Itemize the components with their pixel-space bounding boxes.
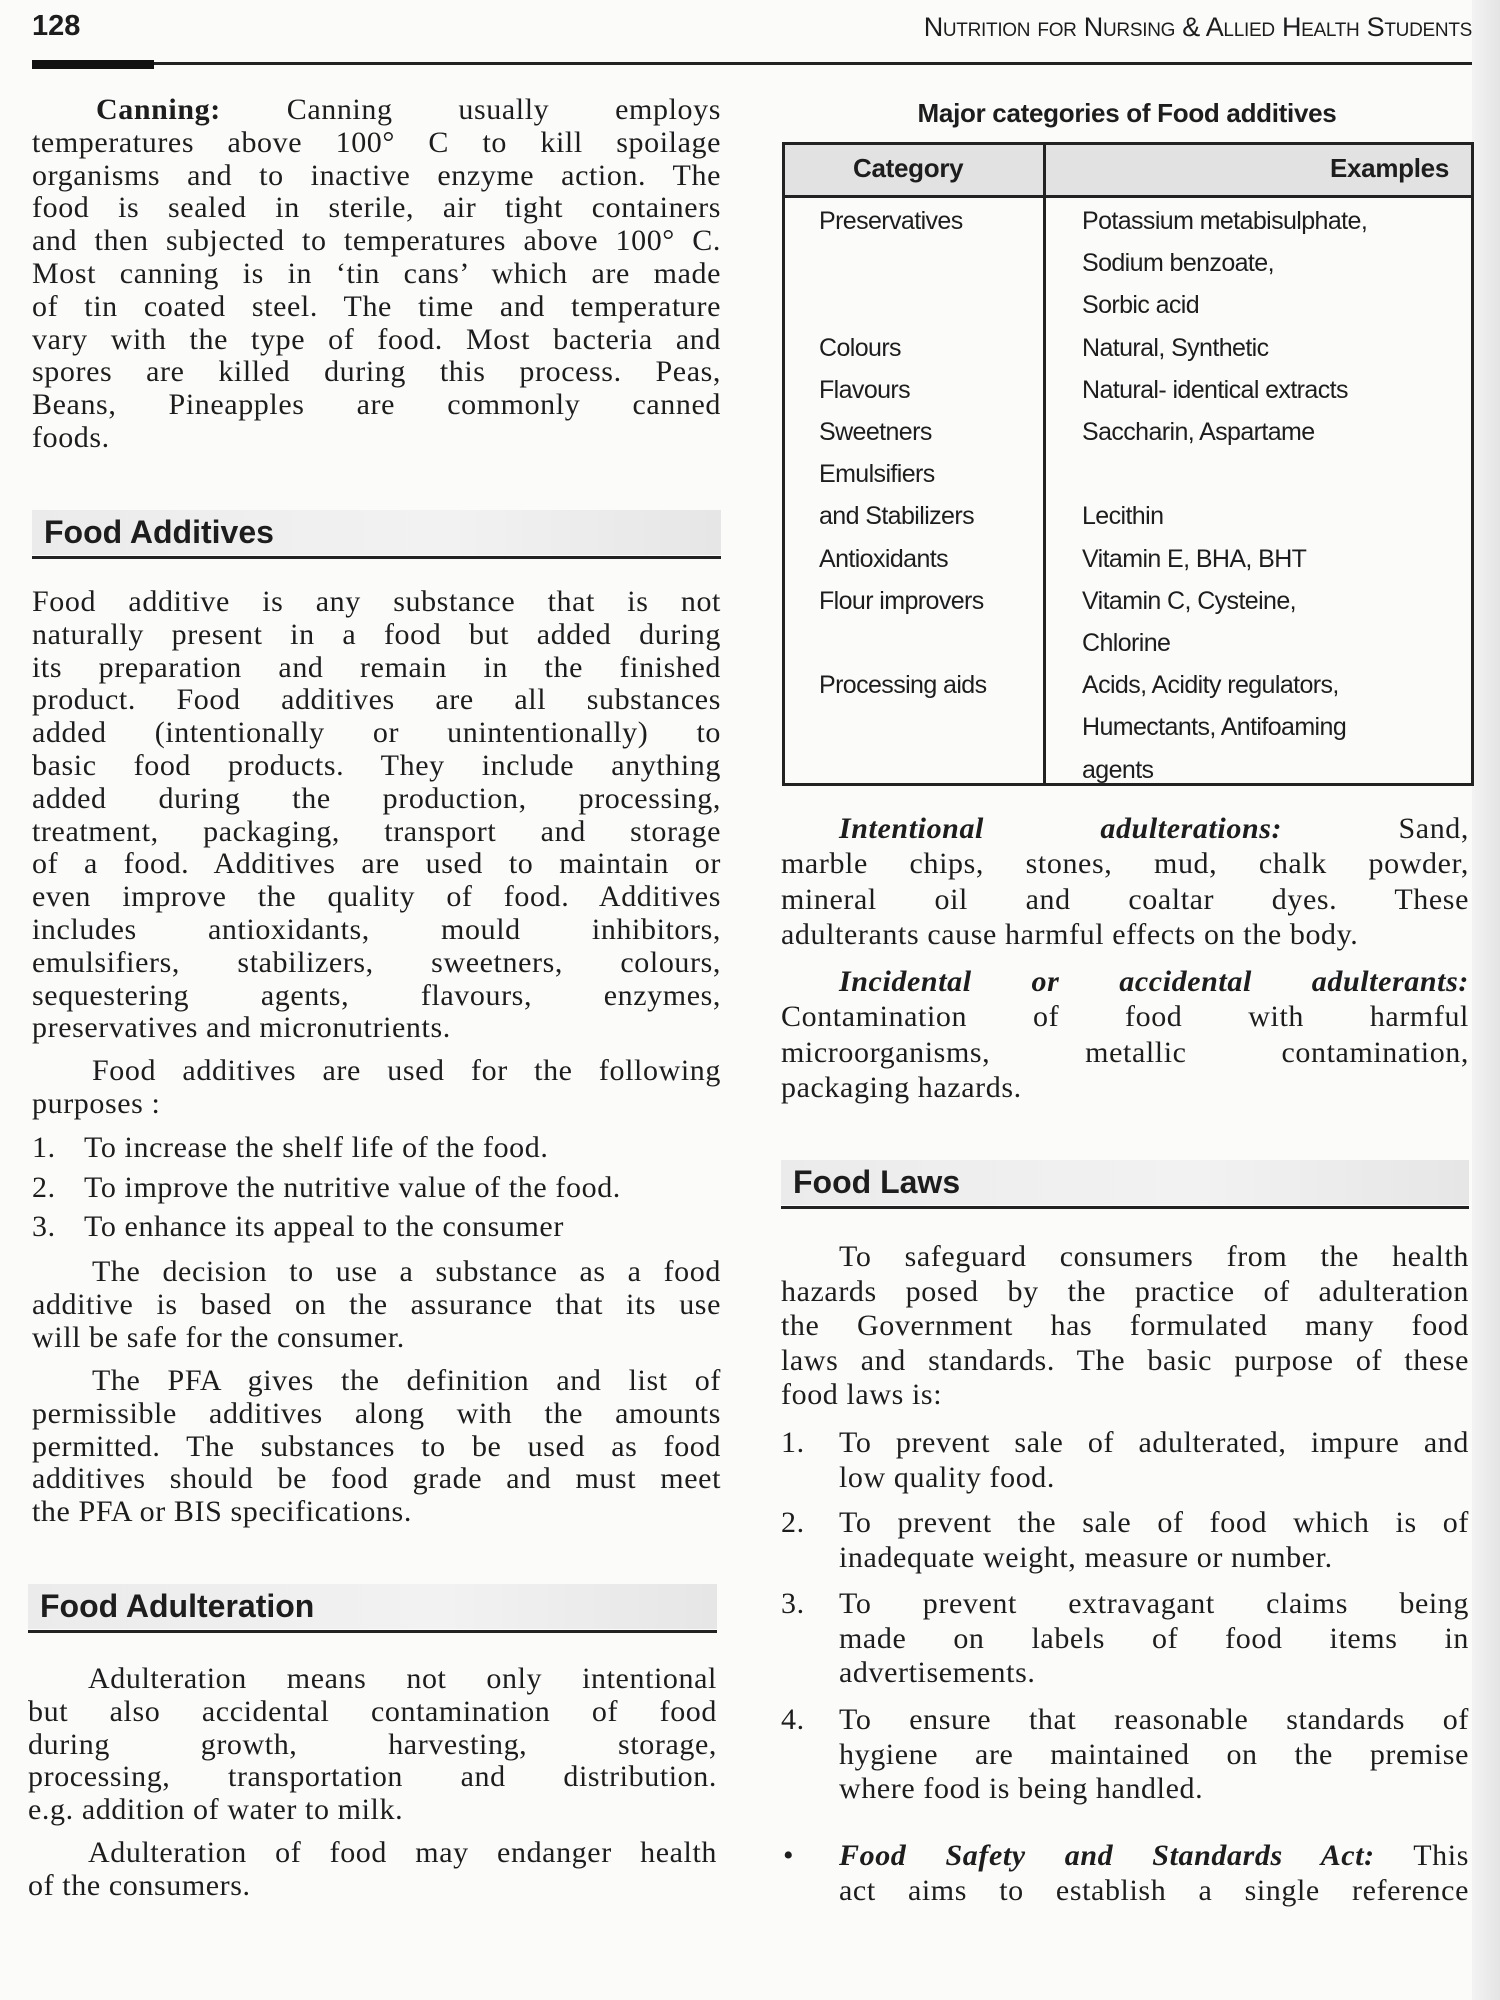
text-line bbox=[781, 1378, 1469, 1413]
text-line bbox=[32, 848, 721, 881]
text-line bbox=[839, 1738, 1469, 1773]
text-line-content: hygiene are maintained on the premise bbox=[839, 1737, 1469, 1771]
text-line-content: during growth, harvesting, storage, bbox=[28, 1727, 717, 1761]
text-line bbox=[839, 1461, 1469, 1496]
text-line bbox=[32, 1431, 721, 1464]
text-line-content: To prevent the sale of food which is of bbox=[839, 1506, 1469, 1539]
text-line bbox=[32, 291, 721, 324]
text-line bbox=[32, 192, 721, 225]
text-line bbox=[839, 1541, 1469, 1576]
list-number: 3. bbox=[32, 1210, 56, 1243]
text-line bbox=[32, 717, 721, 750]
table-cell-examples: Natural- identical extracts bbox=[1082, 375, 1348, 404]
table-cell-category: Sweetners bbox=[819, 418, 932, 446]
table-cell-category: Emulsifiers bbox=[819, 460, 935, 489]
text-line-content: additive is based on the assurance that its use bbox=[32, 1287, 721, 1321]
text-line-content: of the consumers. bbox=[28, 1868, 251, 1902]
text-line bbox=[28, 1794, 717, 1827]
text-line bbox=[32, 750, 721, 783]
text-line bbox=[781, 1275, 1469, 1310]
header-rule bbox=[32, 62, 1472, 65]
text-line-content: its preparation and remain in the finished bbox=[32, 650, 721, 684]
food-additives-paragraph bbox=[32, 586, 721, 1045]
adulteration-paragraph bbox=[28, 1663, 717, 1827]
text-line-content: spores are killed during this process. Peas, bbox=[32, 355, 721, 389]
text-line-content: food laws is: bbox=[781, 1378, 943, 1411]
food-law-text bbox=[839, 1587, 1469, 1691]
text-line bbox=[32, 1289, 721, 1322]
text-line-content: permissible additives along with the amounts bbox=[32, 1396, 721, 1430]
text-line-content: but also accidental contamination of food bbox=[28, 1694, 717, 1728]
table-cell-category: Flavours bbox=[819, 375, 911, 404]
text-line-content: To prevent extravagant claims being bbox=[839, 1587, 1469, 1620]
pfa-paragraph bbox=[32, 1365, 721, 1529]
text-line bbox=[32, 356, 721, 389]
text-line bbox=[32, 1463, 721, 1496]
text-line bbox=[781, 1035, 1469, 1070]
list-number: 4. bbox=[781, 1703, 805, 1736]
text-line-content: foods. bbox=[32, 420, 110, 454]
text-line bbox=[32, 225, 721, 258]
table-cell-examples: Potassium metabisulphate, bbox=[1082, 207, 1368, 235]
table-cell-examples: Natural, Synthetic bbox=[1082, 333, 1269, 362]
text-line-content: Beans, Pineapples are commonly canned bbox=[32, 388, 721, 422]
text-line bbox=[32, 258, 721, 291]
book-spine-shadow bbox=[1472, 0, 1500, 2000]
text-line-content: sequestering agents, flavours, enzymes, bbox=[32, 978, 721, 1012]
table-column-divider bbox=[1043, 145, 1046, 783]
text-line bbox=[32, 160, 721, 193]
text-line bbox=[32, 94, 721, 127]
table-header-category: Category bbox=[853, 153, 964, 183]
text-line-content: Adulteration of food may endanger health bbox=[88, 1836, 717, 1869]
table-cell-category: and Stabilizers bbox=[819, 502, 974, 531]
text-line-content: Sand, bbox=[1282, 812, 1469, 845]
text-line-content: basic food products. They include anything bbox=[32, 748, 721, 782]
text-line-content: Contamination of food with harmful bbox=[781, 1000, 1469, 1034]
text-line bbox=[32, 652, 721, 685]
text-line bbox=[32, 586, 721, 619]
list-number: 1. bbox=[32, 1131, 56, 1164]
text-line bbox=[32, 619, 721, 652]
text-line-content: Food additive is any substance that is not bbox=[32, 585, 721, 618]
food-law-text bbox=[839, 1703, 1469, 1807]
text-line bbox=[839, 1426, 1469, 1461]
text-line-content: low quality food. bbox=[839, 1460, 1056, 1494]
food-adulteration-heading: Food Adulteration bbox=[28, 1584, 717, 1629]
table-cell-category: Colours bbox=[819, 333, 901, 362]
text-line bbox=[28, 1870, 717, 1903]
table-cell-examples: Chlorine bbox=[1082, 629, 1171, 657]
table-cell-examples: Vitamin E, BHA, BHT bbox=[1082, 544, 1307, 573]
table-cell-examples: Saccharin, Aspartame bbox=[1082, 418, 1315, 446]
text-line-content: processing, transportation and distribution. bbox=[28, 1760, 717, 1794]
text-line bbox=[839, 1703, 1469, 1738]
text-line-content: The PFA gives the definition and list of bbox=[92, 1364, 721, 1397]
text-line bbox=[839, 1656, 1469, 1691]
fssa-paragraph bbox=[839, 1839, 1469, 1908]
adulteration-health-paragraph bbox=[28, 1837, 717, 1903]
text-line bbox=[32, 1055, 721, 1088]
text-line-content: act aims to establish a single reference bbox=[839, 1873, 1469, 1907]
text-line-content: e.g. addition of water to milk. bbox=[28, 1793, 404, 1827]
text-line-content: Canning usually employs bbox=[220, 93, 721, 126]
text-line-content: Food additives are used for the following bbox=[92, 1054, 721, 1087]
text-line bbox=[781, 1070, 1469, 1105]
text-line-content: treatment, packaging, transport and storage bbox=[32, 814, 721, 848]
food-law-text bbox=[839, 1426, 1469, 1495]
table-cell-examples: Vitamin C, Cysteine, bbox=[1082, 586, 1297, 615]
purposes-intro bbox=[32, 1055, 721, 1121]
text-line-content: adulterants cause harmful effects on the body. bbox=[781, 917, 1359, 951]
text-line bbox=[32, 947, 721, 980]
text-line-content: and then subjected to temperatures above 100° C. bbox=[32, 224, 721, 258]
text-line bbox=[839, 1622, 1469, 1657]
text-line-content: of a food. Additives are used to maintain or bbox=[32, 847, 721, 881]
heading-underline bbox=[781, 1206, 1469, 1209]
food-additives-heading: Food Additives bbox=[32, 510, 721, 555]
text-line bbox=[32, 816, 721, 849]
table-cell-category: Antioxidants bbox=[819, 544, 948, 573]
text-line-content: food is sealed in sterile, air tight containers bbox=[32, 191, 721, 225]
table-cell-examples: Lecithin bbox=[1082, 502, 1164, 531]
text-line-content: temperatures above 100° C to kill spoilage bbox=[32, 125, 721, 159]
text-line bbox=[839, 1839, 1469, 1874]
text-line bbox=[32, 914, 721, 947]
text-line-content: of tin coated steel. The time and temperature bbox=[32, 289, 721, 323]
text-line-content: added (intentionally or unintentionally) to bbox=[32, 716, 721, 750]
text-line bbox=[28, 1761, 717, 1794]
text-line-content: To ensure that reasonable standards of bbox=[839, 1703, 1469, 1736]
text-line bbox=[32, 684, 721, 717]
text-line-content: To safeguard consumers from the health bbox=[839, 1240, 1469, 1273]
text-line bbox=[839, 1506, 1469, 1541]
text-line bbox=[781, 811, 1469, 846]
text-line-content: preservatives and micronutrients. bbox=[32, 1011, 451, 1045]
table-cell-examples: Sodium benzoate, bbox=[1082, 249, 1274, 278]
purpose-list-item bbox=[32, 1132, 721, 1165]
table-cell-category: Preservatives bbox=[819, 207, 963, 235]
lead-in-term: Intentional adulterations: bbox=[839, 812, 1283, 845]
text-line bbox=[781, 1344, 1469, 1379]
canning-paragraph bbox=[32, 94, 721, 455]
text-line-content: laws and standards. The basic purpose of these bbox=[781, 1343, 1469, 1377]
table-cell-examples: Acids, Acidity regulators, bbox=[1082, 671, 1339, 700]
food-additives-table bbox=[782, 142, 1474, 786]
table-title: Major categories of Food additives bbox=[917, 98, 1337, 128]
text-line-content: organisms and to inactive enzyme action. The bbox=[32, 158, 721, 192]
text-line bbox=[28, 1663, 717, 1696]
header-rule-accent bbox=[32, 60, 154, 69]
text-line-content: This bbox=[1374, 1839, 1469, 1872]
food-laws-paragraph bbox=[781, 1240, 1469, 1413]
text-line-content: advertisements. bbox=[839, 1656, 1036, 1689]
text-line bbox=[32, 422, 721, 455]
heading-underline bbox=[32, 556, 721, 559]
decision-paragraph bbox=[32, 1256, 721, 1354]
table-header-examples: Examples bbox=[1329, 153, 1449, 183]
incidental-adulterants-paragraph bbox=[781, 964, 1469, 1105]
text-line bbox=[32, 1322, 721, 1355]
text-line bbox=[839, 1772, 1469, 1807]
list-text: To enhance its appeal to the consumer bbox=[84, 1210, 564, 1243]
text-line bbox=[32, 127, 721, 160]
food-laws-heading: Food Laws bbox=[781, 1160, 1469, 1205]
text-line-content: inadequate weight, measure or number. bbox=[839, 1540, 1333, 1574]
lead-in-term: Canning: bbox=[96, 93, 221, 126]
text-line-content: made on labels of food items in bbox=[839, 1621, 1469, 1655]
running-title: Nutrition for Nursing & Allied Health Students bbox=[923, 12, 1472, 42]
text-line bbox=[781, 846, 1469, 881]
text-line-content: packaging hazards. bbox=[781, 1070, 1022, 1104]
text-line-content: additives should be food grade and must meet bbox=[32, 1462, 721, 1496]
text-line-content: Adulteration means not only intentional bbox=[88, 1662, 717, 1695]
table-cell-category: Processing aids bbox=[819, 671, 987, 700]
purpose-list-item bbox=[32, 1211, 721, 1244]
text-line-content: emulsifiers, stabilizers, sweetners, colours, bbox=[32, 945, 721, 979]
text-line-content: the PFA or BIS specifications. bbox=[32, 1495, 412, 1529]
list-text: To improve the nutritive value of the food. bbox=[84, 1170, 621, 1204]
purpose-list-item bbox=[32, 1172, 721, 1205]
table-cell-examples: Sorbic acid bbox=[1082, 291, 1200, 320]
text-line-content: To prevent sale of adulterated, impure and bbox=[839, 1426, 1469, 1459]
text-line bbox=[839, 1874, 1469, 1909]
text-line-content: mineral oil and coaltar dyes. These bbox=[781, 882, 1469, 916]
list-number: 2. bbox=[781, 1506, 805, 1539]
text-line bbox=[781, 999, 1469, 1034]
text-line bbox=[32, 1365, 721, 1398]
text-line bbox=[32, 324, 721, 357]
text-line-content: will be safe for the consumer. bbox=[32, 1320, 405, 1354]
list-text: To increase the shelf life of the food. bbox=[84, 1131, 549, 1164]
text-line bbox=[28, 1696, 717, 1729]
text-line-content: The decision to use a substance as a food bbox=[92, 1255, 721, 1288]
text-line bbox=[32, 1088, 721, 1121]
heading-underline bbox=[28, 1630, 717, 1633]
text-line bbox=[781, 1240, 1469, 1275]
text-line bbox=[839, 1587, 1469, 1622]
text-line-content: naturally present in a food but added during bbox=[32, 617, 721, 651]
table-cell-examples: Humectants, Antifoaming bbox=[1082, 713, 1347, 742]
text-line bbox=[32, 881, 721, 914]
text-line bbox=[32, 389, 721, 422]
text-line-content: purposes : bbox=[32, 1086, 161, 1120]
text-line bbox=[781, 1309, 1469, 1344]
table-cell-examples: agents bbox=[1082, 755, 1154, 784]
text-line-content: permitted. The substances to be used as food bbox=[32, 1429, 721, 1463]
text-line bbox=[781, 882, 1469, 917]
text-line-content: even improve the quality of food. Additives bbox=[32, 880, 721, 914]
text-line-content: microorganisms, metallic contamination, bbox=[781, 1035, 1469, 1069]
table-header-row bbox=[785, 145, 1471, 198]
text-line-content: vary with the type of food. Most bacteria and bbox=[32, 322, 721, 356]
text-line-content: product. Food additives are all substances bbox=[32, 683, 721, 717]
text-line bbox=[32, 1496, 721, 1529]
text-line bbox=[28, 1837, 717, 1870]
text-line bbox=[32, 783, 721, 816]
list-number: 3. bbox=[781, 1587, 805, 1620]
food-law-text bbox=[839, 1506, 1469, 1575]
text-line-content: added during the production, processing, bbox=[32, 781, 721, 815]
text-line-content: hazards posed by the practice of adulteration bbox=[781, 1274, 1469, 1308]
text-line bbox=[32, 980, 721, 1013]
text-line-content: includes antioxidants, mould inhibitors, bbox=[32, 912, 721, 946]
text-line-content: the Government has formulated many food bbox=[781, 1309, 1469, 1342]
text-line-content: where food is being handled. bbox=[839, 1772, 1204, 1805]
text-line-content: marble chips, stones, mud, chalk powder, bbox=[781, 847, 1469, 881]
text-line-content: Most canning is in ‘tin cans’ which are made bbox=[32, 256, 721, 290]
list-number: 1. bbox=[781, 1426, 805, 1459]
text-line bbox=[32, 1398, 721, 1431]
lead-in-term: Food Safety and Standards Act: bbox=[839, 1839, 1375, 1872]
fssa-bullet: • bbox=[783, 1839, 795, 1872]
text-line bbox=[32, 1256, 721, 1289]
table-cell-category: Flour improvers bbox=[819, 586, 984, 615]
lead-in-term: Incidental or accidental adulterants: bbox=[839, 965, 1469, 998]
intentional-adulterations-paragraph bbox=[781, 811, 1469, 952]
text-line bbox=[781, 917, 1469, 952]
page-number: 128 bbox=[32, 10, 81, 42]
text-line bbox=[781, 964, 1469, 999]
list-number: 2. bbox=[32, 1170, 56, 1204]
text-line bbox=[28, 1729, 717, 1762]
text-line bbox=[32, 1012, 721, 1045]
